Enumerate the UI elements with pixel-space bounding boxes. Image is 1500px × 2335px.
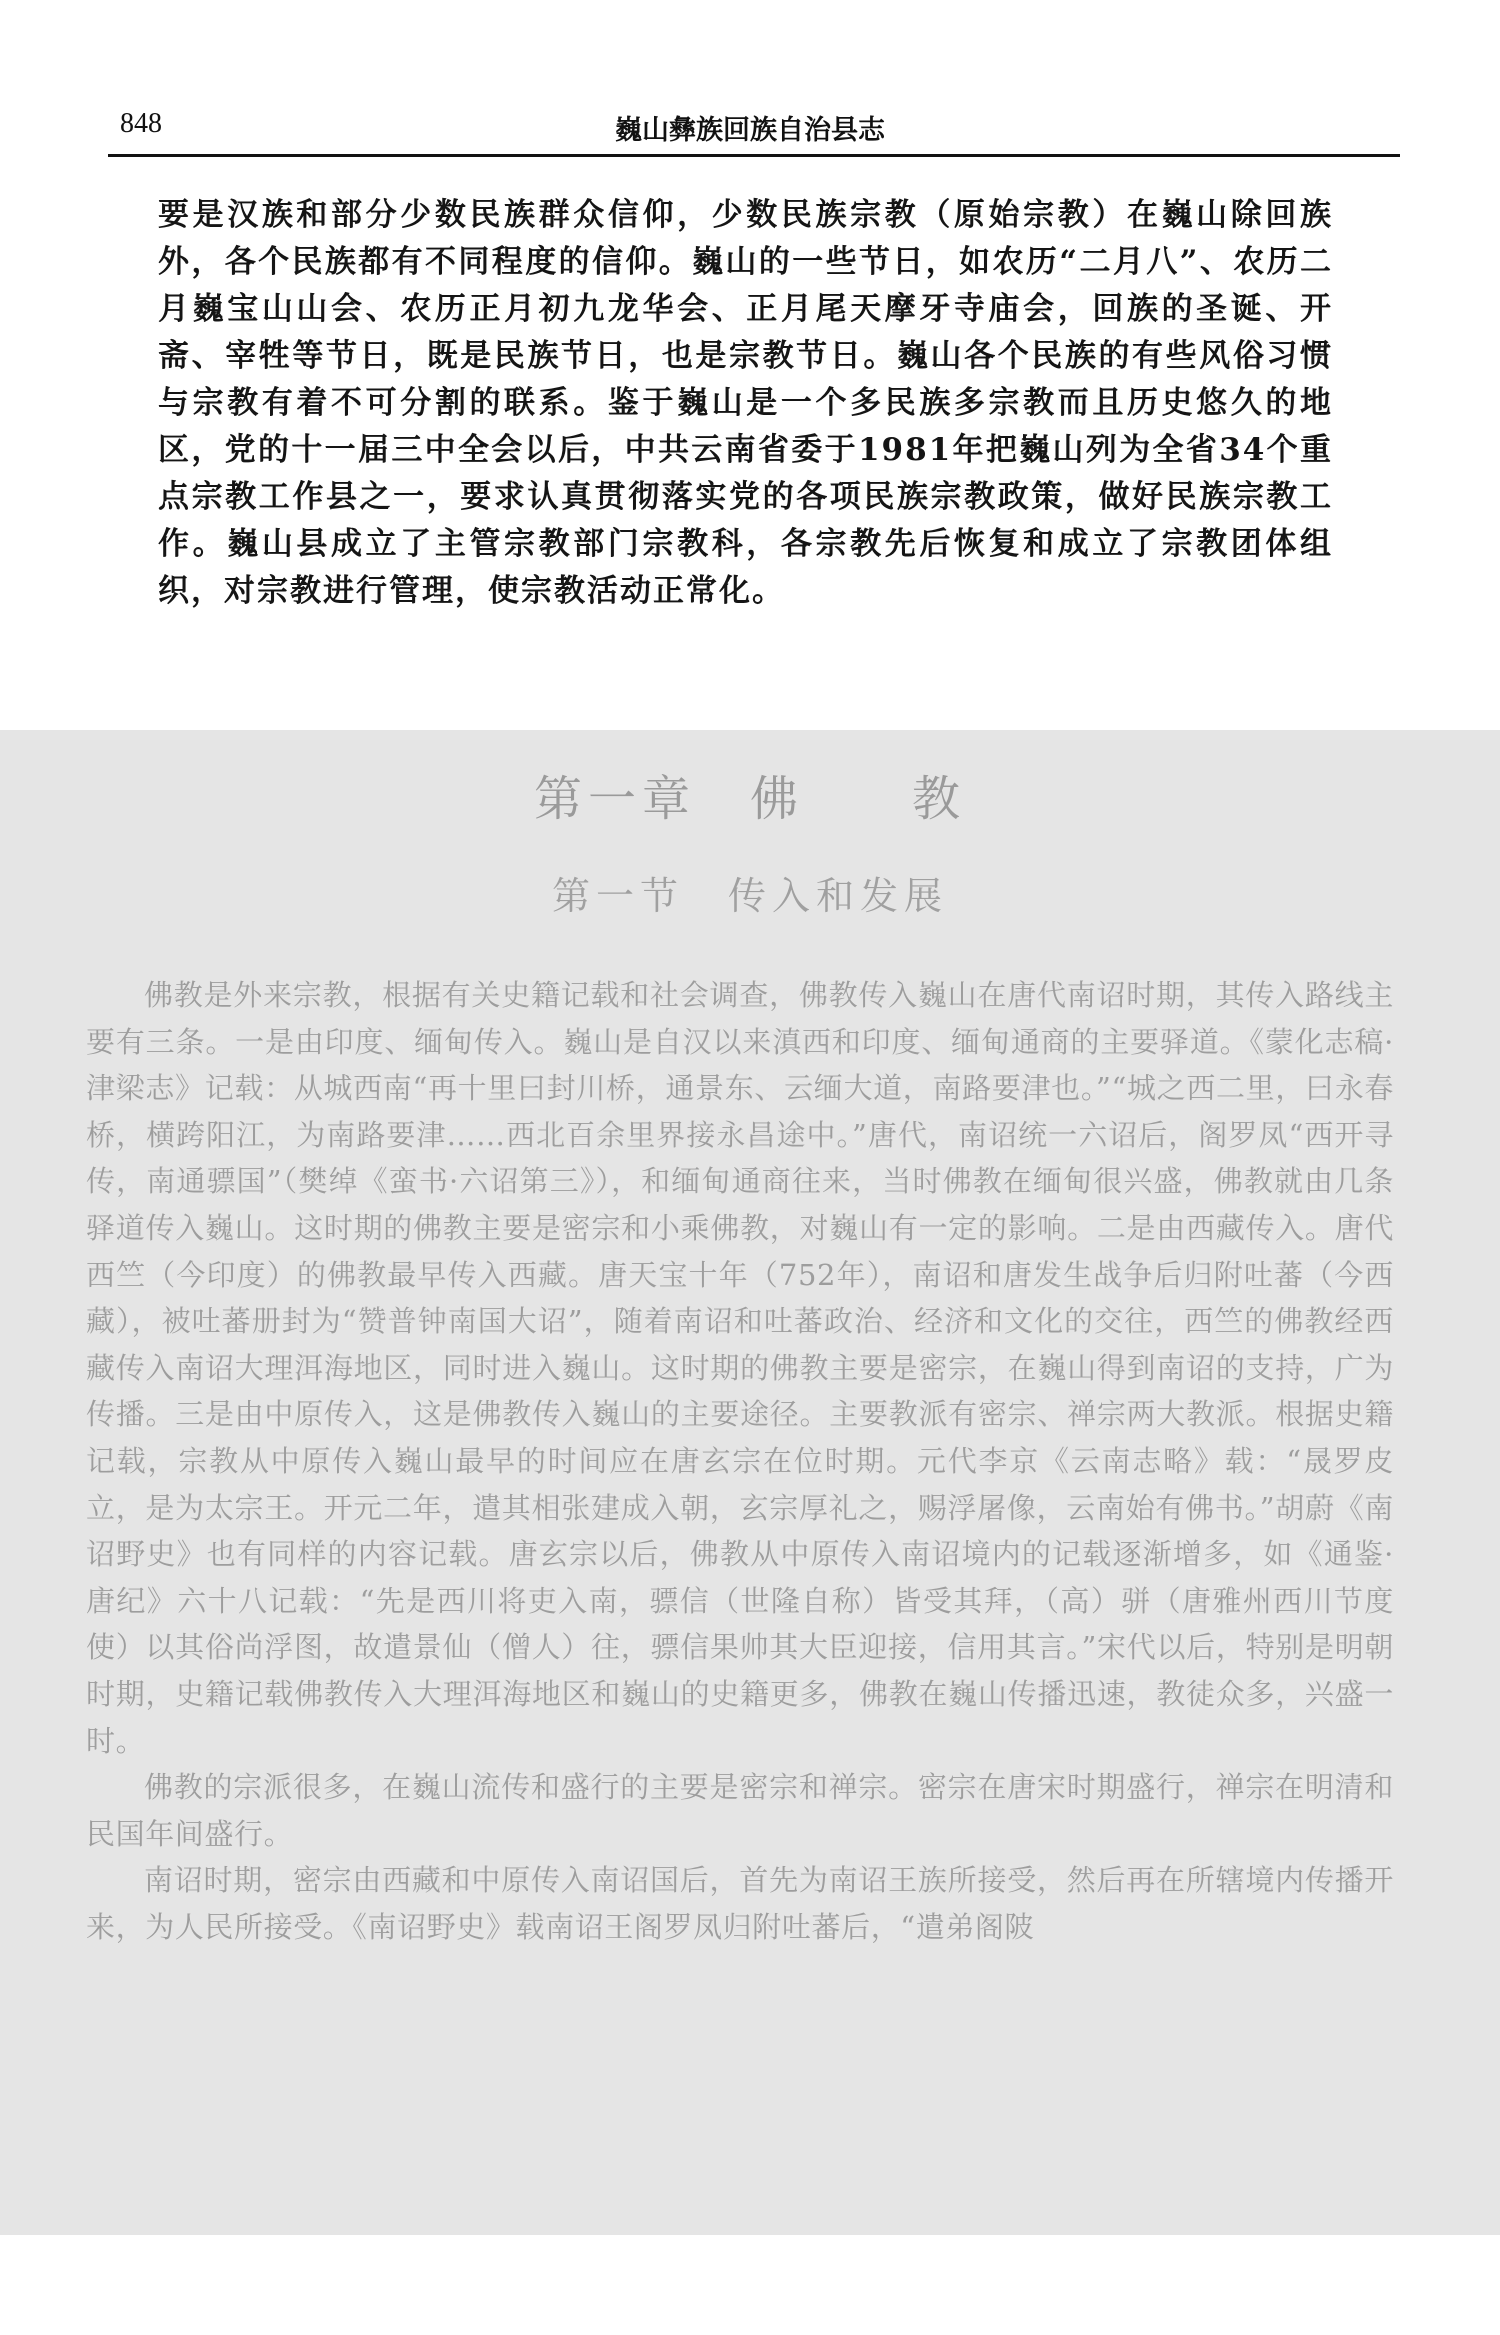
intro-paragraph: 要是汉族和部分少数民族群众信仰，少数民族宗教（原始宗教）在巍山除回族外，各个民族都有不同程度的信仰。巍山的一些节日，如农历“二月八”、农历二月巍宝山山会、农历正月初九龙华会、正月尾天摩牙寺庙会，回族的圣诞、开斋、宰牲等节日，既是民族节日，也是宗教节日。巍山各个民族的有些风俗习惯与宗教有着不可分割的联系。鉴于巍山是一个多民族多宗教而且历史悠久的地区，党的十一届三中全会以后，中共云南省委于1981年把巍山列为全省34个重点宗教工作县之一，要求认真贯彻落实党的各项民族宗教政策，做好民族宗教工作。巍山县成立了主管宗教部门宗教科，各宗教先后恢复和成立了宗教团体组织，对宗教进行管理，使宗教活动正常化。 <box>158 197 1333 609</box>
page-number: 848 <box>120 108 162 139</box>
intro-text-block <box>158 192 1333 615</box>
page-header <box>0 0 1500 160</box>
section-title: 第一节 传入和发展 <box>551 874 948 918</box>
body-text-block <box>86 972 1394 1950</box>
body-paragraph-2: 佛教的宗派很多，在巍山流传和盛行的主要是密宗和禅宗。密宗在唐宋时期盛行，禅宗在明清和民国年间盛行。 <box>86 1770 1394 1851</box>
body-paragraph-3: 南诏时期，密宗由西藏和中原传入南诏国后，首先为南诏王族所接受，然后再在所辖境内传播开来，为人民所接受。《南诏野史》载南诏王阁罗凤归附吐蕃后，“遣弟阁陂 <box>86 1863 1394 1944</box>
body-paragraph-1: 佛教是外来宗教，根据有关史籍记载和社会调查，佛教传入巍山在唐代南诏时期，其传入路线主要有三条。一是由印度、缅甸传入。巍山是自汉以来滇西和印度、缅甸通商的主要驿道。《蒙化志稿·津梁志》记载：从城西南“再十里曰封川桥，通景东、云缅大道，南路要津也。”“城之西二里，曰永春桥，横跨阳江，为南路要津……西北百余里界接永昌途中。”唐代，南诏统一六诏后，阁罗凤“西开寻传，南通骠国”（樊绰《蛮书·六诏第三》），和缅甸通商往来，当时佛教在缅甸很兴盛，佛教就由几条驿道传入巍山。这时期的佛教主要是密宗和小乘佛教，对巍山有一定的影响。二是由西藏传入。唐代西竺（今印度）的佛教最早传入西藏。唐天宝十年（752年），南诏和唐发生战争后归附吐蕃（今西藏），被吐蕃册封为“赞普钟南国大诏”，随着南诏和吐蕃政治、经济和文化的交往，西竺的佛教经西藏传入南诏大理洱海地区，同时进入巍山。这时期的佛教主要是密宗，在巍山得到南诏的支持，广为传播。三是由中原传入，这是佛教传入巍山的主要途径。主要教派有密宗、禅宗两大教派。根据史籍记载，宗教从中原传入巍山最早的时间应在唐玄宗在位时期。元代李京《云南志略》载：“晟罗皮立，是为太宗王。开元二年，遣其相张建成入朝，玄宗厚礼之，赐浮屠像，云南始有佛书。”胡蔚《南诏野史》也有同样的内容记载。唐玄宗以后，佛教从中原传入南诏境内的记载逐渐增多，如《通鉴·唐纪》六十八记载：“先是西川将吏入南，骠信（世隆自称）皆受其拜，（高）骈（唐雅州西川节度使）以其俗尚浮图，故遣景仙（僧人）往，骠信果帅其大臣迎接，信用其言。”宋代以后，特别是明朝时期，史籍记载佛教传入大理洱海地区和巍山的史籍更多，佛教在巍山传播迅速，教徒众多，兴盛一时。 <box>86 978 1394 1758</box>
chapter-title: 第一章 佛 教 <box>533 771 966 827</box>
running-title: 巍山彝族回族自治县志 <box>615 115 885 146</box>
header-rule <box>108 154 1400 157</box>
